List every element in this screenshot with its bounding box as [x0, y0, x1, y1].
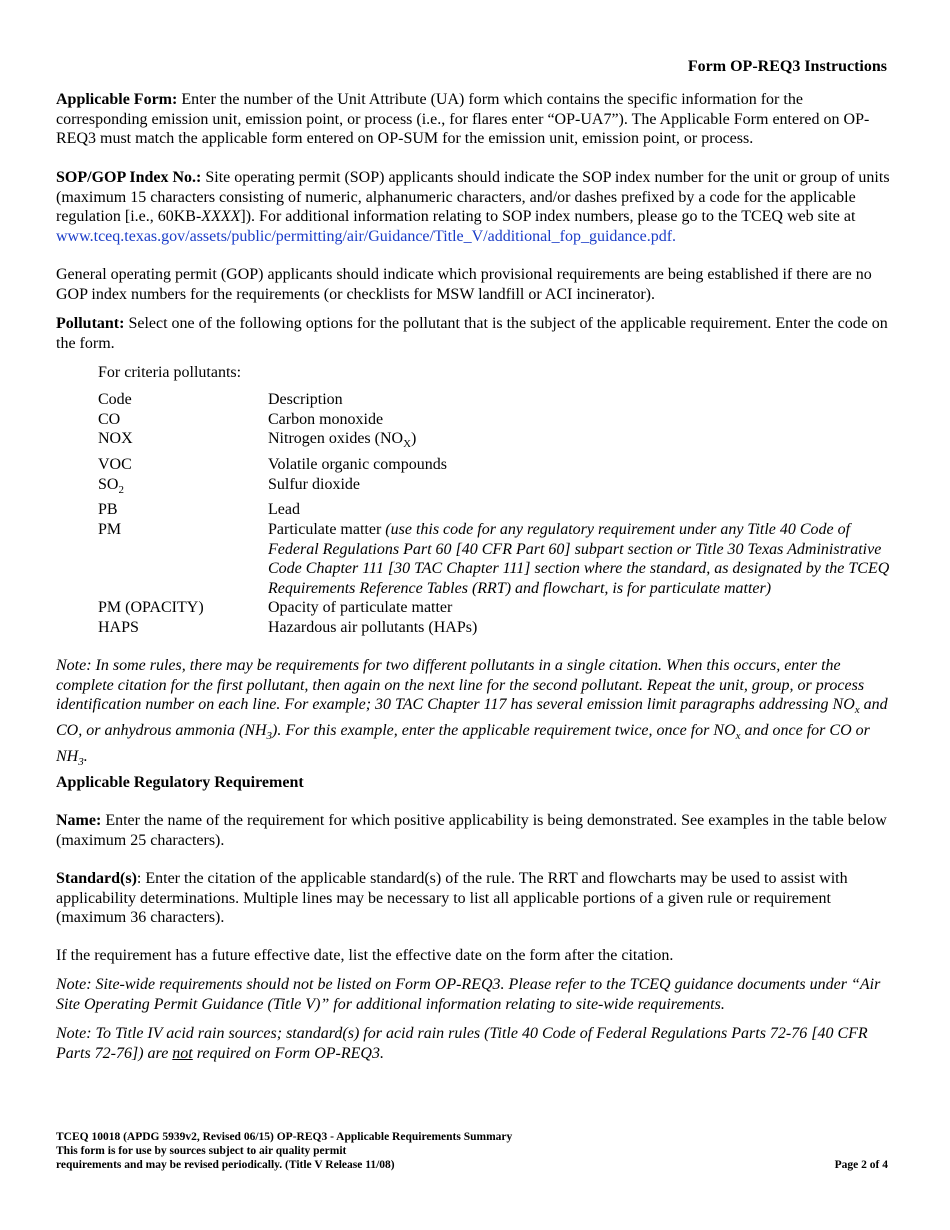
description-cell: Sulfur dioxide: [268, 475, 360, 493]
code-cell: PM (OPACITY): [98, 599, 204, 617]
applicable-form-text: Enter the number of the Unit Attribute (UA) form which contains the specific information for the corresponding emission unit, emission point, or process (i.e., for flares enter “OP-UA7”). The Applicable Form entered on OP-REQ3 must match the applicable form entered on OP-SUM for the emission unit, emission point, or process.: [56, 91, 870, 148]
criteria-intro: For criteria pollutants:: [98, 364, 242, 381]
footer-line-1: TCEQ 10018 (APDG 5939v2, Revised 06/15) OP-REQ3 - Applicable Requirements Summary: [56, 1131, 513, 1143]
acid-rain-note: Note: To Title IV acid rain sources; standard(s) for acid rain rules (Title 40 Code of Federal Regulations Parts 72-76 [40 CFR Parts 72-76]) are not required on Form OP-REQ3.: [56, 1025, 868, 1062]
sop-gop-section: [56, 168, 896, 246]
table-row: [98, 410, 898, 430]
description-cell: Hazardous air pollutants (HAPs): [268, 618, 478, 636]
description-cell: Nitrogen oxides $(NO_X)$: [268, 430, 417, 451]
footer-line-2: This form is for use by sources subject to air quality permit: [56, 1145, 347, 1157]
table-row: [98, 475, 898, 501]
pollutant-section: [56, 314, 896, 353]
standards-section: [56, 869, 896, 928]
standards-label: Standard(s): [56, 870, 137, 887]
name-label: Name:: [56, 812, 102, 829]
table-row: [98, 598, 898, 618]
standards-text: : Enter the citation of the applicable standard(s) of the rule. The RRT and flowcharts may be used to assist with applicability determinations. Multiple lines may be necessary to list all applicable portions of a given rule or requirement (maximum 36 characters).: [56, 870, 848, 927]
description-cell: Carbon monoxide: [268, 410, 384, 428]
pollutant-code-table: [98, 390, 898, 638]
description-cell: Lead: [268, 501, 300, 519]
page-footer: [56, 1130, 888, 1172]
pollutant-note: Note: In some rules, there may be requirements for two different pollutants in a single citation. When this occurs, enter the complete citation for the first pollutant, then again on the next line for the second pollutant. Repeat the unit, group, or process identification number on each line. For example; 30 TAC Chapter 117 has several emission limit paragraphs addressing $NO_x$ and CO, or anhydrous ammonia $(NH_3)$. For this example, enter the applicable requirement twice, once for $NO_x$ and once for CO or $NH_3$.: [56, 657, 888, 768]
name-text: Enter the name of the requirement for which positive applicability is being demonstrated. See examples in the table below (maximum 25 characters).: [56, 812, 887, 849]
applicable-form-section: [56, 90, 896, 149]
future-date-section: [56, 946, 896, 966]
tceq-guidance-link[interactable]: www.tceq.texas.gov/assets/public/permitting/air/Guidance/Title_V/additional_fop_guidance.pdf.: [56, 227, 677, 245]
code-cell: VOC: [98, 455, 132, 473]
sop-gop-label: SOP/GOP Index No.:: [56, 169, 202, 186]
sop-gop-text-b: ]). For additional information relating to SOP index numbers, please go to the TCEQ web site at: [240, 208, 856, 226]
table-row: [98, 520, 898, 598]
code-cell: CO: [98, 410, 121, 428]
form-title: Form OP-REQ3 Instructions: [687, 58, 887, 75]
code-cell: PM: [98, 520, 122, 538]
footer-line-3: requirements and may be revised periodically. (Title V Release 11/08): [56, 1159, 395, 1171]
description-cell: Opacity of particulate matter: [268, 599, 453, 617]
regulatory-heading-section: [56, 773, 896, 793]
description-cell: Particulate matter (use this code for any regulatory requirement under any Title 40 Code of Federal Regulations Part 60 [40 CFR Part 60] subpart section or Title 30 Texas Administrative Code Chapter 111 [30 TAC Chapter 111] section where the standard, as designated by the TCEQ Requirements Reference Tables (RRT) and flowchart, is for particulate matter): [268, 520, 890, 597]
code-header: Code: [98, 391, 132, 408]
code-cell: $SO_2$: [98, 475, 124, 496]
code-cell: PB: [98, 501, 118, 519]
table-row: [98, 618, 898, 638]
not-underlined: not: [172, 1044, 193, 1062]
name-section: [56, 811, 896, 850]
gop-section: [56, 265, 896, 304]
code-table-header: [98, 390, 898, 410]
code-cell: NOX: [98, 430, 133, 448]
table-row: [98, 500, 898, 520]
gop-text: General operating permit (GOP) applicants should indicate which provisional requirements are being established if there are no GOP index numbers for the requirements (or checklists for MSW landfill or ACI incinerator).: [56, 266, 872, 303]
page-number: Page 2 of 4: [834, 1159, 888, 1171]
pollutant-label: Pollutant:: [56, 315, 125, 332]
table-row: [98, 455, 898, 475]
description-cell: Volatile organic compounds: [268, 455, 447, 473]
applicable-form-label: Applicable Form:: [56, 91, 178, 108]
site-wide-note: [56, 975, 896, 1014]
table-row: [98, 429, 898, 455]
sop-gop-text-a: Site operating permit (SOP) applicants should indicate the SOP index number for the unit or group of units (maximum 15 characters consisting of numeric, alphanumeric characters, and/or dashes prefixed by a code for the applicable regulation [i.e., 60KB-: [56, 169, 890, 226]
sop-gop-text-italic: XXXX: [201, 208, 241, 226]
code-cell: HAPS: [98, 618, 139, 636]
regulatory-heading: Applicable Regulatory Requirement: [56, 774, 304, 791]
future-date-text: If the requirement has a future effective date, list the effective date on the form after the citation.: [56, 947, 674, 964]
site-wide-note-text: Note: Site-wide requirements should not be listed on Form OP-REQ3. Please refer to the TCEQ guidance documents under “Air Site Operating Permit Guidance (Title V)” for additional information relating to site-wide requirements.: [56, 976, 881, 1013]
description-header: Description: [268, 391, 343, 408]
pollutant-text: Select one of the following options for the pollutant that is the subject of the applicable requirement. Enter the code on the form.: [56, 315, 888, 352]
